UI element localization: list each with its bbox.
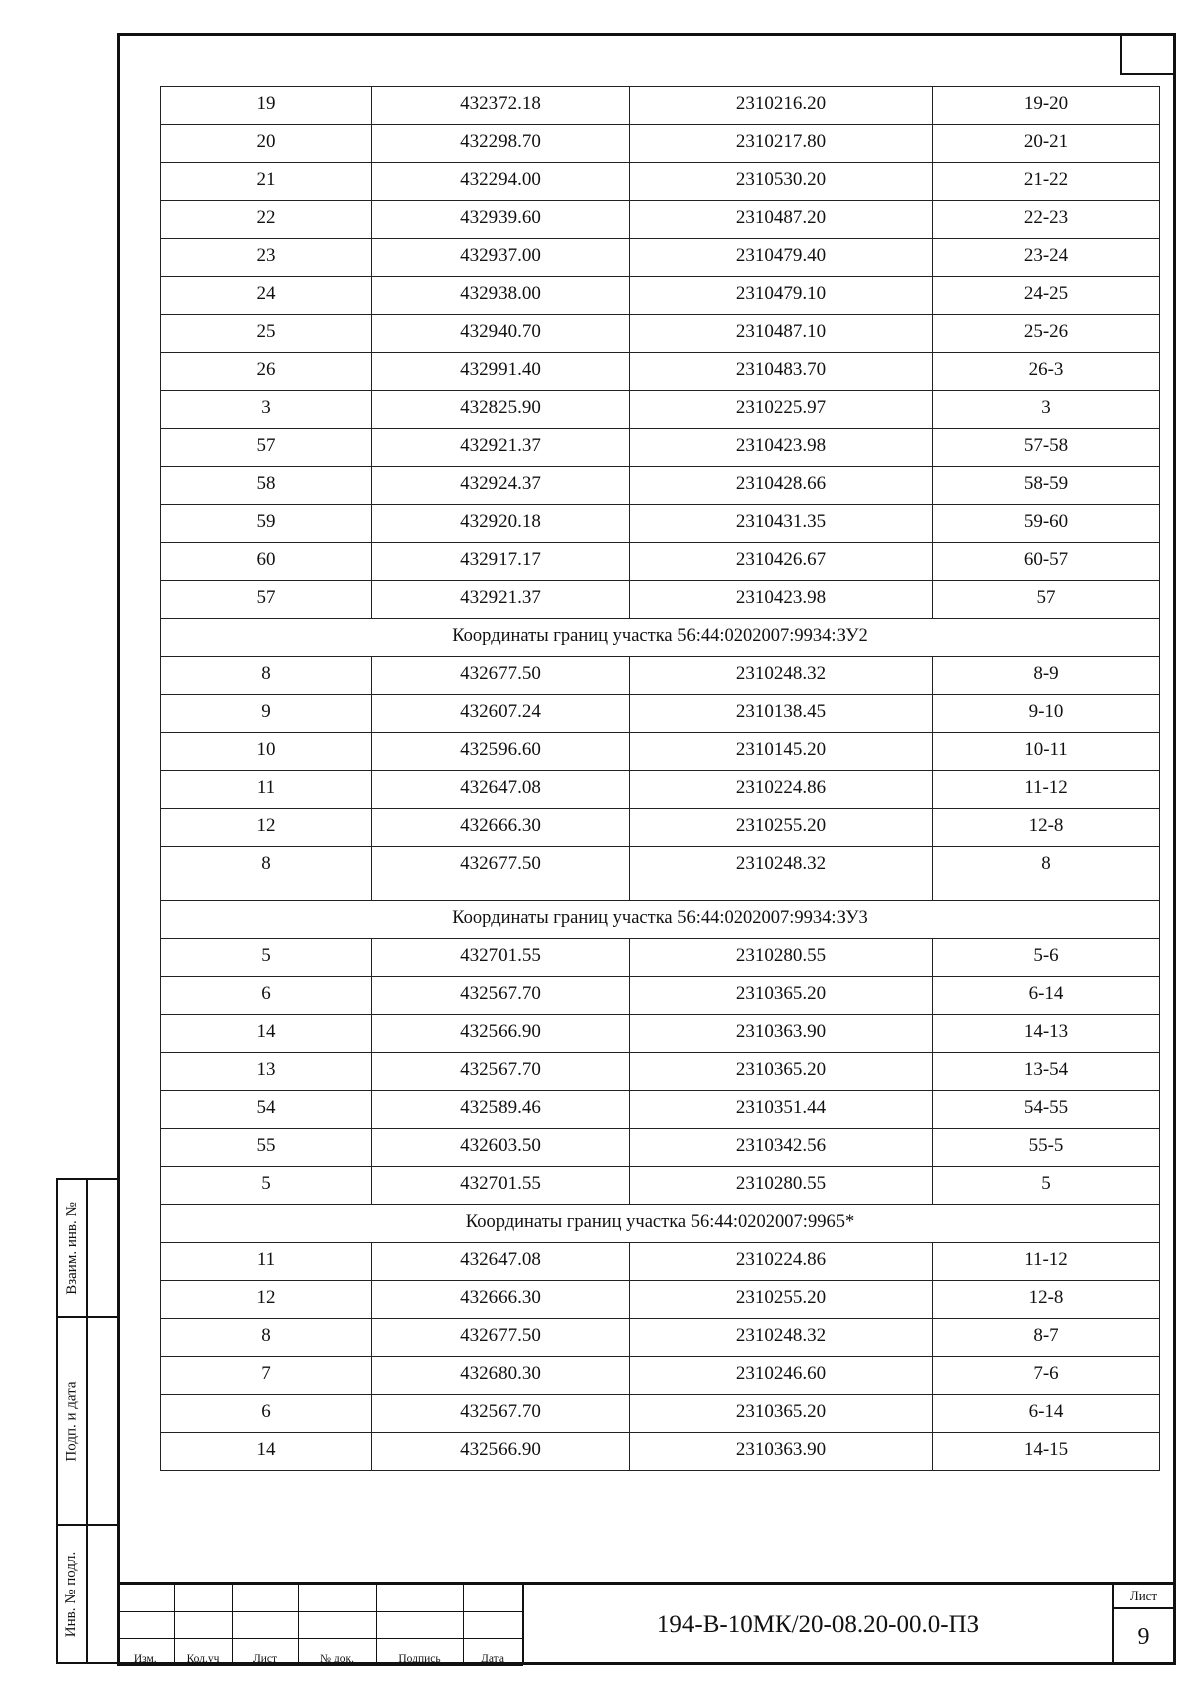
segment-cell: 3 — [933, 391, 1160, 429]
point-number-cell: 14 — [161, 1433, 372, 1471]
section-title: Координаты границ участка 56:44:0202007:9934:ЗУ2 — [161, 619, 1160, 657]
coord-y-cell: 2310224.86 — [630, 1243, 933, 1281]
segment-cell: 58-59 — [933, 467, 1160, 505]
coord-y-cell: 2310426.67 — [630, 543, 933, 581]
coord-y-cell: 2310363.90 — [630, 1015, 933, 1053]
title-block-grid — [117, 1585, 523, 1666]
coord-x-cell: 432701.55 — [372, 1167, 630, 1205]
table-row — [161, 429, 1160, 467]
coord-y-cell: 2310217.80 — [630, 125, 933, 163]
point-number-cell: 9 — [161, 695, 372, 733]
point-number-cell: 60 — [161, 543, 372, 581]
point-number-cell: 58 — [161, 467, 372, 505]
table-row — [161, 847, 1160, 901]
point-number-cell: 25 — [161, 315, 372, 353]
stamp-podp-data-label: Подп. и дата — [63, 1380, 80, 1462]
table-row — [161, 939, 1160, 977]
coord-x-cell: 432567.70 — [372, 1053, 630, 1091]
title-block — [117, 1582, 1176, 1665]
section-title: Координаты границ участка 56:44:0202007:9934:ЗУ3 — [161, 901, 1160, 939]
segment-cell: 14-13 — [933, 1015, 1160, 1053]
coord-y-cell: 2310342.56 — [630, 1129, 933, 1167]
col-list: Лист — [232, 1639, 298, 1666]
document-code: 194-В-10МК/20-08.20-00.0-ПЗ — [522, 1585, 1112, 1665]
segment-cell: 23-24 — [933, 239, 1160, 277]
stamp-inv-podl-label: Инв. № подл. — [63, 1551, 80, 1637]
segment-cell: 14-15 — [933, 1433, 1160, 1471]
coord-y-cell: 2310483.70 — [630, 353, 933, 391]
segment-cell: 8 — [933, 847, 1160, 901]
col-data: Дата — [463, 1639, 522, 1666]
coord-x-cell: 432372.18 — [372, 87, 630, 125]
point-number-cell: 21 — [161, 163, 372, 201]
coord-y-cell: 2310487.10 — [630, 315, 933, 353]
coord-x-cell: 432917.17 — [372, 543, 630, 581]
coordinates-table — [160, 86, 1160, 1471]
table-row — [161, 1091, 1160, 1129]
table-row — [161, 695, 1160, 733]
coord-x-cell: 432940.70 — [372, 315, 630, 353]
point-number-cell: 26 — [161, 353, 372, 391]
table-row — [161, 543, 1160, 581]
table-row — [161, 201, 1160, 239]
point-number-cell: 8 — [161, 657, 372, 695]
col-kol-uch: Кол.уч — [174, 1639, 232, 1666]
point-number-cell: 3 — [161, 391, 372, 429]
coord-y-cell: 2310280.55 — [630, 939, 933, 977]
coord-y-cell: 2310248.32 — [630, 1319, 933, 1357]
coord-x-cell: 432677.50 — [372, 657, 630, 695]
coord-y-cell: 2310431.35 — [630, 505, 933, 543]
coord-x-cell: 432825.90 — [372, 391, 630, 429]
table-row — [161, 977, 1160, 1015]
sheet-number: 9 — [1137, 1623, 1150, 1650]
point-number-cell: 19 — [161, 87, 372, 125]
coord-x-cell: 432566.90 — [372, 1433, 630, 1471]
coord-y-cell: 2310428.66 — [630, 467, 933, 505]
segment-cell: 10-11 — [933, 733, 1160, 771]
point-number-cell: 12 — [161, 1281, 372, 1319]
point-number-cell: 8 — [161, 847, 372, 901]
coord-x-cell: 432666.30 — [372, 1281, 630, 1319]
point-number-cell: 57 — [161, 581, 372, 619]
segment-cell: 59-60 — [933, 505, 1160, 543]
segment-cell: 13-54 — [933, 1053, 1160, 1091]
point-number-cell: 23 — [161, 239, 372, 277]
segment-cell: 8-9 — [933, 657, 1160, 695]
segment-cell: 57 — [933, 581, 1160, 619]
coord-x-cell: 432596.60 — [372, 733, 630, 771]
table-row — [161, 87, 1160, 125]
col-doc-no: № док. — [298, 1639, 376, 1666]
coord-y-cell: 2310225.97 — [630, 391, 933, 429]
table-row — [161, 1053, 1160, 1091]
point-number-cell: 5 — [161, 939, 372, 977]
coord-x-cell: 432701.55 — [372, 939, 630, 977]
coord-x-cell: 432647.08 — [372, 1243, 630, 1281]
coord-x-cell: 432939.60 — [372, 201, 630, 239]
coord-y-cell: 2310365.20 — [630, 1053, 933, 1091]
stamp-podp-data — [56, 1318, 118, 1526]
col-podpis: Подпись — [376, 1639, 463, 1666]
point-number-cell: 13 — [161, 1053, 372, 1091]
segment-cell: 57-58 — [933, 429, 1160, 467]
table-row — [161, 1281, 1160, 1319]
coord-y-cell: 2310365.20 — [630, 977, 933, 1015]
coord-x-cell: 432294.00 — [372, 163, 630, 201]
point-number-cell: 8 — [161, 1319, 372, 1357]
table-row — [161, 1395, 1160, 1433]
coord-x-cell: 432298.70 — [372, 125, 630, 163]
segment-cell: 26-3 — [933, 353, 1160, 391]
coord-y-cell: 2310246.60 — [630, 1357, 933, 1395]
segment-cell: 22-23 — [933, 201, 1160, 239]
coord-y-cell: 2310423.98 — [630, 429, 933, 467]
coord-x-cell: 432603.50 — [372, 1129, 630, 1167]
table-row — [161, 391, 1160, 429]
point-number-cell: 7 — [161, 1357, 372, 1395]
point-number-cell: 11 — [161, 1243, 372, 1281]
table-row — [161, 315, 1160, 353]
coord-y-cell: 2310479.40 — [630, 239, 933, 277]
coord-y-cell: 2310479.10 — [630, 277, 933, 315]
point-number-cell: 22 — [161, 201, 372, 239]
coord-y-cell: 2310530.20 — [630, 163, 933, 201]
section-row — [161, 1205, 1160, 1243]
table-row — [161, 1129, 1160, 1167]
segment-cell: 12-8 — [933, 1281, 1160, 1319]
coord-y-cell: 2310145.20 — [630, 733, 933, 771]
segment-cell: 6-14 — [933, 977, 1160, 1015]
point-number-cell: 6 — [161, 1395, 372, 1433]
point-number-cell: 24 — [161, 277, 372, 315]
segment-cell: 55-5 — [933, 1129, 1160, 1167]
coord-y-cell: 2310365.20 — [630, 1395, 933, 1433]
table-row — [161, 1357, 1160, 1395]
coord-x-cell: 432567.70 — [372, 977, 630, 1015]
coord-y-cell: 2310351.44 — [630, 1091, 933, 1129]
stamp-vzaim-inv-label: Взаим. инв. № — [63, 1201, 80, 1295]
segment-cell: 19-20 — [933, 87, 1160, 125]
table-row — [161, 1319, 1160, 1357]
coord-y-cell: 2310248.32 — [630, 847, 933, 901]
coord-y-cell: 2310363.90 — [630, 1433, 933, 1471]
section-row — [161, 901, 1160, 939]
table-row — [161, 239, 1160, 277]
segment-cell: 5-6 — [933, 939, 1160, 977]
table-row — [161, 1167, 1160, 1205]
coord-x-cell: 432589.46 — [372, 1091, 630, 1129]
col-izm: Изм. — [117, 1639, 174, 1666]
coord-y-cell: 2310255.20 — [630, 1281, 933, 1319]
segment-cell: 54-55 — [933, 1091, 1160, 1129]
table-row — [161, 657, 1160, 695]
point-number-cell: 57 — [161, 429, 372, 467]
coord-x-cell: 432566.90 — [372, 1015, 630, 1053]
segment-cell: 5 — [933, 1167, 1160, 1205]
coord-x-cell: 432924.37 — [372, 467, 630, 505]
coord-x-cell: 432666.30 — [372, 809, 630, 847]
segment-cell: 8-7 — [933, 1319, 1160, 1357]
coord-y-cell: 2310138.45 — [630, 695, 933, 733]
segment-cell: 11-12 — [933, 771, 1160, 809]
table-row — [161, 125, 1160, 163]
point-number-cell: 5 — [161, 1167, 372, 1205]
segment-cell: 25-26 — [933, 315, 1160, 353]
coord-x-cell: 432921.37 — [372, 429, 630, 467]
coord-x-cell: 432677.50 — [372, 847, 630, 901]
coord-y-cell: 2310423.98 — [630, 581, 933, 619]
section-title: Координаты границ участка 56:44:0202007:9965* — [161, 1205, 1160, 1243]
coord-y-cell: 2310487.20 — [630, 201, 933, 239]
stamp-inv-podl — [56, 1526, 118, 1664]
segment-cell: 60-57 — [933, 543, 1160, 581]
sheet-label: Лист — [1114, 1585, 1173, 1609]
coord-x-cell: 432938.00 — [372, 277, 630, 315]
coord-x-cell: 432920.18 — [372, 505, 630, 543]
segment-cell: 24-25 — [933, 277, 1160, 315]
coord-x-cell: 432607.24 — [372, 695, 630, 733]
point-number-cell: 6 — [161, 977, 372, 1015]
point-number-cell: 12 — [161, 809, 372, 847]
table-row — [161, 771, 1160, 809]
table-row — [161, 353, 1160, 391]
section-row — [161, 619, 1160, 657]
segment-cell: 20-21 — [933, 125, 1160, 163]
stamp-vzaim-inv — [56, 1178, 118, 1318]
table-row — [161, 163, 1160, 201]
coord-y-cell: 2310255.20 — [630, 809, 933, 847]
coord-x-cell: 432647.08 — [372, 771, 630, 809]
table-row — [161, 581, 1160, 619]
coord-y-cell: 2310248.32 — [630, 657, 933, 695]
corner-box — [1120, 33, 1176, 75]
coord-y-cell: 2310216.20 — [630, 87, 933, 125]
coord-x-cell: 432567.70 — [372, 1395, 630, 1433]
table-row — [161, 1015, 1160, 1053]
point-number-cell: 59 — [161, 505, 372, 543]
coord-x-cell: 432921.37 — [372, 581, 630, 619]
coord-y-cell: 2310280.55 — [630, 1167, 933, 1205]
point-number-cell: 20 — [161, 125, 372, 163]
table-row — [161, 277, 1160, 315]
coord-x-cell: 432991.40 — [372, 353, 630, 391]
point-number-cell: 11 — [161, 771, 372, 809]
segment-cell: 9-10 — [933, 695, 1160, 733]
coord-x-cell: 432680.30 — [372, 1357, 630, 1395]
coord-x-cell: 432677.50 — [372, 1319, 630, 1357]
segment-cell: 6-14 — [933, 1395, 1160, 1433]
point-number-cell: 10 — [161, 733, 372, 771]
table-row — [161, 467, 1160, 505]
table-row — [161, 1433, 1160, 1471]
coord-x-cell: 432937.00 — [372, 239, 630, 277]
segment-cell: 7-6 — [933, 1357, 1160, 1395]
table-row — [161, 733, 1160, 771]
table-row — [161, 1243, 1160, 1281]
point-number-cell: 54 — [161, 1091, 372, 1129]
segment-cell: 21-22 — [933, 163, 1160, 201]
point-number-cell: 14 — [161, 1015, 372, 1053]
table-row — [161, 505, 1160, 543]
segment-cell: 12-8 — [933, 809, 1160, 847]
point-number-cell: 55 — [161, 1129, 372, 1167]
table-row — [161, 809, 1160, 847]
segment-cell: 11-12 — [933, 1243, 1160, 1281]
sheet-box — [1112, 1585, 1173, 1665]
coord-y-cell: 2310224.86 — [630, 771, 933, 809]
